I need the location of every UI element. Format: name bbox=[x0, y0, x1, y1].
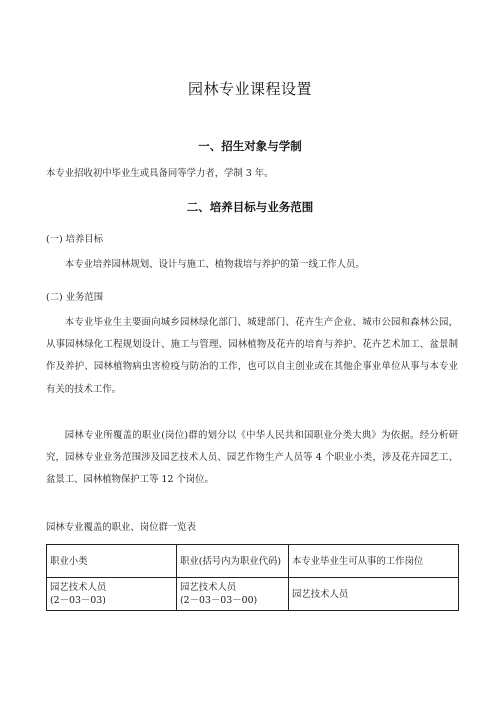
goal-text: 本专业培养园林规划、设计与施工、植物栽培与养护的第一线工作人员。 bbox=[64, 259, 365, 270]
table-header-row bbox=[47, 545, 459, 578]
category-name: 园艺技术人员 bbox=[50, 582, 107, 593]
cell-occupation bbox=[177, 578, 289, 611]
header-occupation: 职业(括号内为职业代码) bbox=[177, 545, 289, 578]
occupation-code: (2－03－03－00) bbox=[180, 595, 258, 606]
scope-subheading: (二) 业务范围 bbox=[46, 292, 104, 303]
header-positions: 本专业毕业生可从事的工作岗位 bbox=[289, 545, 459, 578]
section-heading-goals-scope: 二、培养目标与业务范围 bbox=[186, 200, 314, 214]
scope-paragraph-2: 园林专业所覆盖的职业(岗位)群的划分以《中华人民共和国职业分类大典》为依据。经分析研究，园林专业业务范围涉及园艺技术人员、园艺作物生产人员等 4 个职业小类，涉及花卉园艺工、盆景工、园林植物保护工等 12 个岗位。 bbox=[46, 430, 458, 486]
table-row bbox=[47, 578, 459, 611]
cell-positions: 园艺技术人员 bbox=[289, 578, 459, 611]
occupation-name: 园艺技术人员 bbox=[180, 582, 237, 593]
goal-subheading: (一) 培养目标 bbox=[46, 234, 104, 245]
document-title: 园林专业课程设置 bbox=[187, 80, 312, 98]
category-code: (2－03－03) bbox=[50, 595, 106, 606]
enrollment-text: 本专业招收初中毕业生或具备同等学力者，学制 3 年。 bbox=[46, 168, 274, 179]
header-category: 职业小类 bbox=[47, 545, 177, 578]
table-caption: 园林专业覆盖的职业、岗位群一览表 bbox=[46, 522, 197, 533]
occupation-table bbox=[46, 544, 459, 611]
section-heading-enrollment: 一、招生对象与学制 bbox=[198, 139, 302, 153]
cell-category bbox=[47, 578, 177, 611]
scope-paragraph-1: 本专业毕业生主要面向城乡园林绿化部门、城建部门、花卉生产企业、城市公园和森林公园，从事园林绿化工程规划设计、施工与管理、园林植物及花卉的培育与养护、花卉艺术加工、盆景制作及养护、园林植物病虫害检疫与防治的工作，也可以自主创业或在其他企事业单位从事与本专业有关的技术工作。 bbox=[46, 317, 458, 395]
